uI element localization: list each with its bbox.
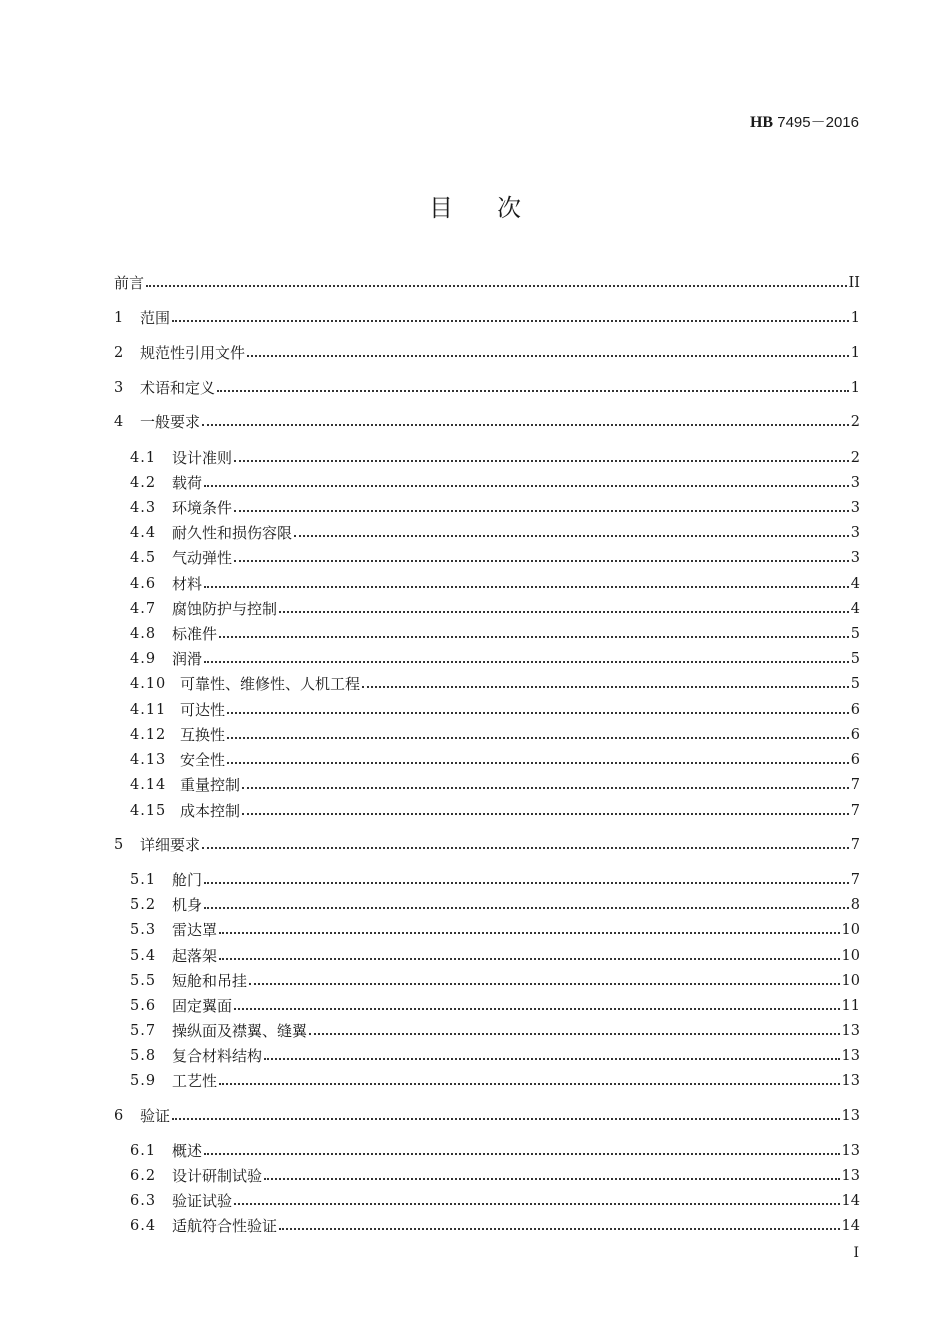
toc-dot-leader [309, 1033, 840, 1035]
toc-entry-title: 验证 [140, 1107, 171, 1125]
toc-dot-leader [234, 560, 849, 562]
toc-dot-leader [362, 686, 849, 688]
toc-entry-page: 3 [850, 500, 860, 516]
toc-entry-page: 7 [850, 777, 860, 793]
toc-dot-leader [204, 661, 849, 663]
toc-dot-leader [294, 535, 849, 537]
toc-entry-title: 范围 [140, 309, 171, 327]
toc-entry-page: 11 [841, 998, 860, 1014]
toc-subentry[interactable] [130, 1046, 860, 1066]
toc-entry-title: 术语和定义 [140, 379, 216, 397]
toc-entry-page: II [848, 275, 860, 291]
toc-entry-title: 成本控制 [180, 802, 241, 820]
toc-entry-number: 5.7 [130, 1023, 157, 1039]
toc-entry-title: 可达性 [180, 701, 226, 719]
toc-subentry[interactable] [130, 775, 860, 795]
toc-subentry[interactable] [130, 649, 860, 669]
toc-entry-number: 6.1 [130, 1143, 157, 1159]
toc-entry-page: 3 [850, 525, 860, 541]
page-number: I [853, 1245, 859, 1261]
toc-dot-leader [242, 787, 849, 789]
toc-entry-title: 复合材料结构 [172, 1047, 263, 1065]
toc-dot-leader [234, 460, 849, 462]
toc-dot-leader [227, 737, 849, 739]
toc-entry-title: 重量控制 [180, 776, 241, 794]
toc-subentry[interactable] [130, 624, 860, 644]
toc-entry-number: 4.1 [130, 450, 157, 466]
toc-entry-number: 4.12 [130, 727, 167, 743]
toc-dot-leader [264, 1058, 840, 1060]
toc-dot-leader [217, 390, 849, 392]
toc-dot-leader [249, 983, 840, 985]
toc-entry-title: 前言 [114, 274, 145, 292]
toc-entry-page: 10 [841, 922, 860, 938]
toc-subentry[interactable] [130, 548, 860, 568]
toc-entry-page: 3 [850, 475, 860, 491]
toc-entry[interactable] [114, 343, 860, 363]
toc-entry[interactable] [114, 412, 860, 432]
toc-entry-page: 10 [841, 973, 860, 989]
toc-entry-number: 4.10 [130, 676, 167, 692]
toc-entry-page: 1 [850, 345, 860, 361]
toc-dot-leader [264, 1178, 840, 1180]
toc-dot-leader [204, 882, 849, 884]
toc-subentry[interactable] [130, 1021, 860, 1041]
toc-entry-number: 4.13 [130, 752, 167, 768]
toc-subentry[interactable] [130, 498, 860, 518]
toc-entry-title: 可靠性、维修性、人机工程 [180, 675, 361, 693]
toc-entry-number: 5.1 [130, 872, 157, 888]
toc-dot-leader [219, 958, 840, 960]
toc-entry-number: 4.4 [130, 525, 157, 541]
toc-entry-page: 8 [850, 897, 860, 913]
toc-entry-number: 4.11 [130, 702, 167, 718]
toc-entry-number: 5.6 [130, 998, 157, 1014]
toc-entry-page: 4 [850, 576, 860, 592]
toc-entry-page: 1 [850, 310, 860, 326]
toc-subentry[interactable] [130, 1141, 860, 1161]
toc-entry-title: 环境条件 [172, 499, 233, 517]
toc-dot-leader [146, 285, 847, 287]
toc-entry-number: 6.2 [130, 1168, 157, 1184]
toc-dot-leader [202, 847, 849, 849]
toc-entry-page: 13 [841, 1168, 860, 1184]
toc-entry-number: 5.2 [130, 897, 157, 913]
standard-code: HB [749, 114, 774, 131]
toc-subentry[interactable] [130, 920, 860, 940]
toc-entry-title: 操纵面及襟翼、缝翼 [172, 1022, 308, 1040]
toc-entry-number: 6.4 [130, 1218, 157, 1234]
toc-entry[interactable] [114, 273, 860, 293]
toc-dot-leader [227, 762, 849, 764]
toc-entry-number: 3 [114, 380, 125, 396]
toc-dot-leader [172, 1118, 840, 1120]
toc-entry-title: 设计研制试验 [172, 1167, 263, 1185]
toc-entry-title: 安全性 [180, 751, 226, 769]
toc-entry-page: 10 [841, 948, 860, 964]
toc-dot-leader [279, 1228, 840, 1230]
toc-dot-leader [219, 1083, 840, 1085]
toc-entry-page: 14 [841, 1193, 860, 1209]
toc-entry-number: 6.3 [130, 1193, 157, 1209]
toc-subentry[interactable] [130, 946, 860, 966]
toc-entry-title: 载荷 [172, 474, 203, 492]
toc-entry-title: 工艺性 [172, 1072, 218, 1090]
toc-entry-number: 4.15 [130, 803, 167, 819]
toc-subentry[interactable] [130, 1071, 860, 1091]
toc-subentry[interactable] [130, 473, 860, 493]
toc-dot-leader [234, 1008, 840, 1010]
toc-entry-title: 适航符合性验证 [172, 1217, 278, 1235]
toc-subentry[interactable] [130, 700, 860, 720]
toc-entry-title: 气动弹性 [172, 549, 233, 567]
toc-subentry[interactable] [130, 996, 860, 1016]
toc-dot-leader [172, 320, 849, 322]
toc-entry-page: 7 [850, 837, 860, 853]
toc-entry[interactable] [114, 308, 860, 328]
toc-dot-leader [219, 932, 840, 934]
toc-entry-number: 4.6 [130, 576, 157, 592]
toc-dot-leader [204, 1153, 840, 1155]
toc-entry-number: 5.3 [130, 922, 157, 938]
toc-entry-number: 5.4 [130, 948, 157, 964]
toc-dot-leader [219, 636, 849, 638]
toc-entry[interactable] [114, 378, 860, 398]
toc-entry-title: 标准件 [172, 625, 218, 643]
toc-entry-title: 机身 [172, 896, 203, 914]
toc-entry-page: 13 [841, 1073, 860, 1089]
toc-entry-number: 2 [114, 345, 125, 361]
toc-entry-page: 2 [850, 414, 860, 430]
toc-entry-page: 7 [850, 872, 860, 888]
toc-subentry[interactable] [130, 801, 860, 821]
toc-entry-page: 7 [850, 803, 860, 819]
toc-entry-number: 6 [114, 1108, 125, 1124]
toc-dot-leader [202, 424, 849, 426]
toc-entry-number: 4.14 [130, 777, 167, 793]
toc-entry[interactable] [114, 1106, 860, 1126]
toc-entry-number: 4.9 [130, 651, 157, 667]
toc-entry-title: 验证试验 [172, 1192, 233, 1210]
toc-entry-page: 1 [850, 380, 860, 396]
toc-dot-leader [247, 355, 849, 357]
toc-subentry[interactable] [130, 448, 860, 468]
toc-entry-title: 详细要求 [140, 836, 201, 854]
toc-entry-title: 耐久性和损伤容限 [172, 524, 293, 542]
page-title: 目次 [429, 194, 565, 222]
toc-subentry[interactable] [130, 971, 860, 991]
toc-entry-title: 一般要求 [140, 413, 201, 431]
toc-entry-title: 雷达罩 [172, 921, 218, 939]
toc-entry-number: 4.2 [130, 475, 157, 491]
toc-entry-page: 13 [841, 1143, 860, 1159]
toc-entry-title: 规范性引用文件 [140, 344, 246, 362]
toc-entry-page: 5 [850, 651, 860, 667]
toc-entry-title: 设计准则 [172, 449, 233, 467]
standard-number-value: 7495－2016 [777, 114, 859, 131]
toc-entry-number: 4.5 [130, 550, 157, 566]
toc-entry[interactable] [114, 835, 860, 855]
toc-dot-leader [234, 510, 849, 512]
toc-subentry[interactable] [130, 870, 860, 890]
toc-dot-leader [227, 712, 849, 714]
toc-entry-number: 5.8 [130, 1048, 157, 1064]
toc-entry-title: 材料 [172, 575, 203, 593]
toc-entry-title: 固定翼面 [172, 997, 233, 1015]
toc-entry-page: 2 [850, 450, 860, 466]
toc-entry-page: 3 [850, 550, 860, 566]
toc-entry-number: 1 [114, 310, 125, 326]
toc-entry-number: 4.8 [130, 626, 157, 642]
toc-dot-leader [204, 485, 849, 487]
toc-entry-number: 4.7 [130, 601, 157, 617]
toc-entry-title: 起落架 [172, 947, 218, 965]
toc-entry-title: 润滑 [172, 650, 203, 668]
standard-number [750, 111, 859, 132]
toc-subentry[interactable] [130, 523, 860, 543]
toc-entry-page: 5 [850, 676, 860, 692]
toc-entry-number: 5 [114, 837, 125, 853]
toc-subentry[interactable] [130, 599, 860, 619]
toc-subentry[interactable] [130, 1166, 860, 1186]
toc-entry-page: 14 [841, 1218, 860, 1234]
toc-dot-leader [234, 1203, 840, 1205]
toc-entry-title: 短舱和吊挂 [172, 972, 248, 990]
toc-dot-leader [204, 907, 849, 909]
toc-subentry[interactable] [130, 895, 860, 915]
toc-entry-page: 4 [850, 601, 860, 617]
toc-entry-page: 6 [850, 752, 860, 768]
toc-entry-title: 互换性 [180, 726, 226, 744]
toc-entry-title: 概述 [172, 1142, 203, 1160]
toc-entry-number: 5.9 [130, 1073, 157, 1089]
toc-entry-page: 13 [841, 1108, 860, 1124]
toc-entry-number: 5.5 [130, 973, 157, 989]
toc-entry-page: 6 [850, 702, 860, 718]
toc-subentry[interactable] [130, 574, 860, 594]
toc-subentry[interactable] [130, 750, 860, 770]
toc-entry-page: 6 [850, 727, 860, 743]
toc-subentry[interactable] [130, 1216, 860, 1236]
toc-dot-leader [279, 611, 849, 613]
toc-subentry[interactable] [130, 725, 860, 745]
toc-entry-title: 舱门 [172, 871, 203, 889]
toc-dot-leader [242, 813, 849, 815]
toc-entry-number: 4.3 [130, 500, 157, 516]
toc-entry-page: 13 [841, 1023, 860, 1039]
toc-subentry[interactable] [130, 674, 860, 694]
toc-entry-title: 腐蚀防护与控制 [172, 600, 278, 618]
toc-entry-number: 4 [114, 414, 125, 430]
toc-entry-page: 5 [850, 626, 860, 642]
toc-subentry[interactable] [130, 1191, 860, 1211]
toc-dot-leader [204, 586, 849, 588]
toc-entry-page: 13 [841, 1048, 860, 1064]
